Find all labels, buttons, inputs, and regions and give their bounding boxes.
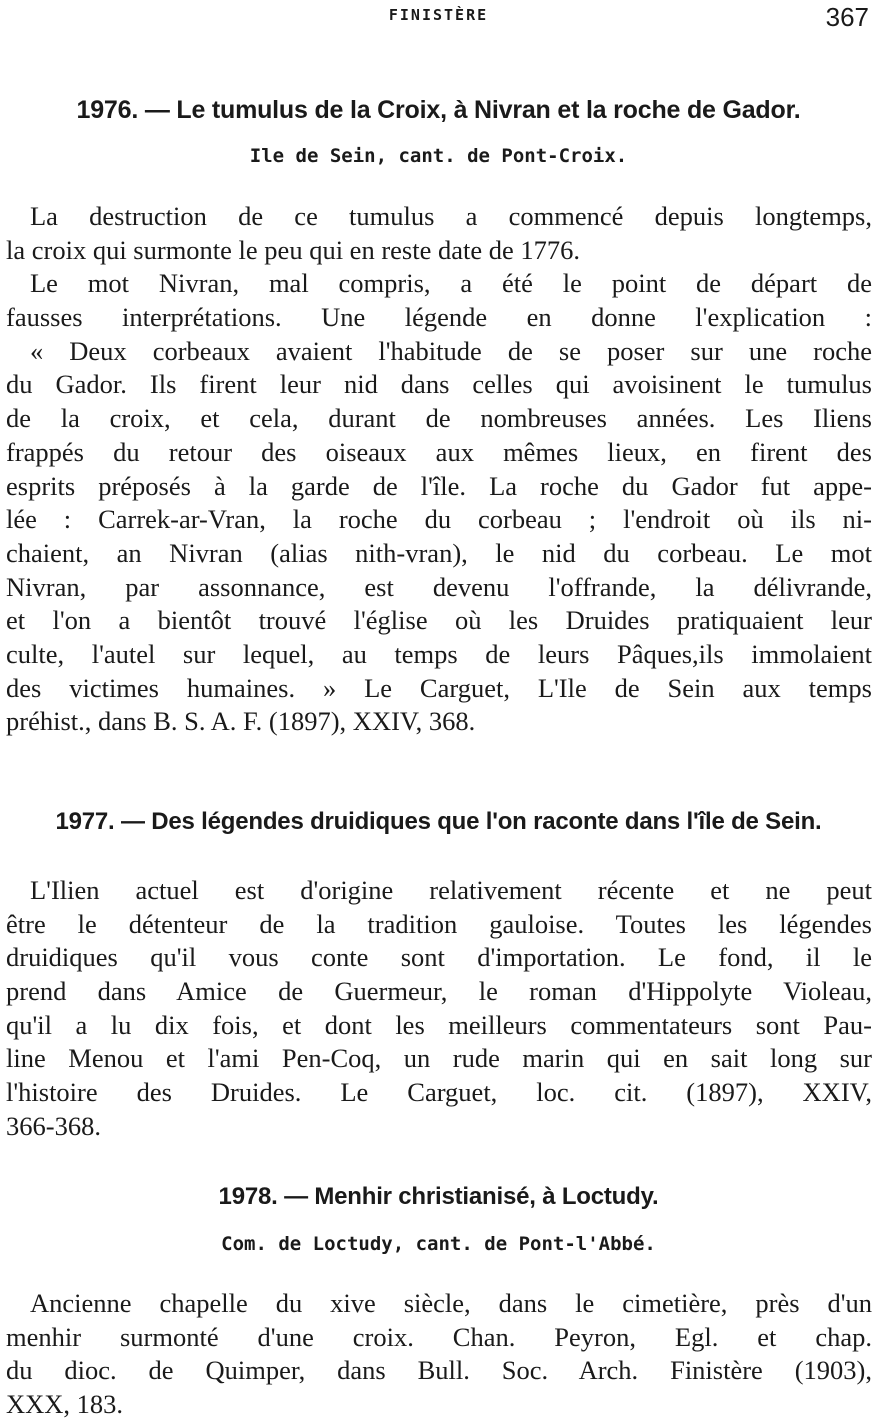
page-number: 367 bbox=[825, 2, 869, 32]
text-line: de la croix, et cela, durant de nombreuses années. Les Iliens bbox=[6, 403, 872, 434]
text-line: « Deux corbeaux avaient l'habitude de se poser sur une roche bbox=[30, 335, 872, 366]
text-line: préhist., dans B. S. A. F. (1897), XXIV, 368. bbox=[6, 706, 476, 737]
text-line: Nivran, par assonnance, est devenu l'offrande, la délivrande, bbox=[6, 571, 872, 602]
text-line: druidiques qu'il vous conte sont d'importation. Le fond, il le bbox=[6, 942, 872, 973]
text-line: et l'on a bientôt trouvé l'église où les Druides pratiquaient leur bbox=[6, 605, 872, 636]
entry-1976-body bbox=[6, 200, 872, 739]
entry-1976-heading: 1976. — Le tumulus de la Croix, à Nivran et la roche de Gador. bbox=[76, 96, 801, 124]
text-line: être le détenteur de la tradition gauloise. Toutes les légendes bbox=[6, 908, 872, 939]
text-line: fausses interprétations. Une légende en donne l'explication : bbox=[6, 302, 872, 333]
entry-1978-body bbox=[6, 1287, 872, 1422]
running-header bbox=[0, 2, 877, 32]
entry-1977-heading: 1977. — Des légendes druidiques que l'on raconte dans l'île de Sein. bbox=[55, 808, 822, 835]
text-line: esprits préposés à la garde de l'île. La roche du Gador fut appe- bbox=[6, 470, 872, 501]
text-line: XXX, 183. bbox=[6, 1389, 124, 1420]
text-line: l'histoire des Druides. Le Carguet, loc. cit. (1897), XXIV, bbox=[6, 1077, 872, 1108]
text-line: L'Ilien actuel est d'origine relativement récente et ne peut bbox=[30, 875, 872, 905]
text-line: culte, l'autel sur lequel, au temps de leurs Pâques,ils immolaient bbox=[6, 638, 872, 669]
running-title: FINISTÈRE bbox=[388, 6, 489, 24]
text-line: frappés du retour des oiseaux aux mêmes lieux, en firent des bbox=[6, 436, 872, 467]
text-line: line Menou et l'ami Pen-Coq, un rude marin qui en sait long sur bbox=[6, 1043, 872, 1074]
entry-1977-body bbox=[6, 874, 872, 1144]
text-line: Ancienne chapelle du xive siècle, dans le cimetière, près d'un bbox=[30, 1288, 872, 1318]
text-line: qu'il a lu dix fois, et dont les meilleurs commentateurs sont Pau- bbox=[6, 1009, 872, 1040]
text-line: menhir surmonté d'une croix. Chan. Peyron, Egl. et chap. bbox=[6, 1321, 872, 1352]
text-line: lée : Carrek-ar-Vran, la roche du corbeau ; l'endroit où ils ni- bbox=[6, 504, 872, 535]
text-line: Le mot Nivran, mal compris, a été le point de départ de bbox=[30, 268, 872, 299]
text-line: chaient, an Nivran (alias nith-vran), le nid du corbeau. Le mot bbox=[6, 537, 872, 568]
text-line: 366-368. bbox=[6, 1110, 101, 1141]
text-line: la croix qui surmonte le peu qui en reste date de 1776. bbox=[6, 234, 580, 265]
text-line: prend dans Amice de Guermeur, le roman d'Hippolyte Violeau, bbox=[6, 976, 872, 1007]
entry-1976-location: Ile de Sein, cant. de Pont-Croix. bbox=[249, 145, 628, 167]
text-line: La destruction de ce tumulus a commencé depuis longtemps, bbox=[30, 201, 872, 231]
text-line: des victimes humaines. » Le Carguet, L'Ile de Sein aux temps bbox=[6, 672, 872, 703]
text-line: du Gador. Ils firent leur nid dans celles qui avoisinent le tumulus bbox=[6, 369, 872, 400]
entry-1978-location: Com. de Loctudy, cant. de Pont-l'Abbé. bbox=[221, 1233, 656, 1255]
entry-1978-heading: 1978. — Menhir christianisé, à Loctudy. bbox=[218, 1183, 659, 1210]
text-line: du dioc. de Quimper, dans Bull. Soc. Arch. Finistère (1903), bbox=[6, 1355, 872, 1386]
